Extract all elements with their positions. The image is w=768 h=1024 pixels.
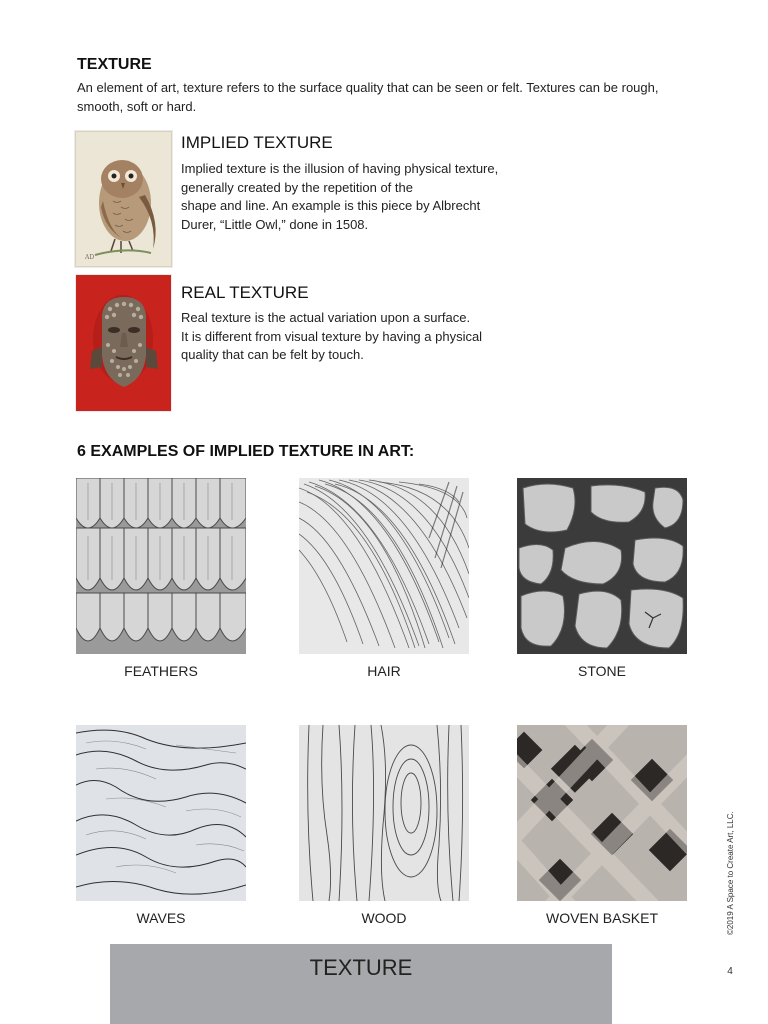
- caption-stone: STONE: [578, 663, 626, 679]
- caption-wood: WOOD: [361, 910, 407, 926]
- waves-texture-image: [76, 725, 246, 901]
- copyright-text: ©2019 A Space to Create Art, LLC.: [726, 811, 735, 935]
- page-heading: TEXTURE: [77, 56, 152, 73]
- page-number: 4: [727, 966, 733, 977]
- svg-text:AD: AD: [85, 254, 95, 261]
- intro-text: An element of art, texture refers to the surface quality that can be seen or felt. Textures can be rough, smooth, soft or hard.: [77, 80, 659, 114]
- section-title-real: REAL TEXTURE: [181, 283, 309, 302]
- wood-texture-image: [299, 725, 469, 901]
- footer-title: TEXTURE: [309, 955, 413, 980]
- little-owl-image: [75, 131, 172, 267]
- section-body-implied: Implied texture is the illusion of having physical texture, generally created by the repetition of the shape and line. An example is this piece by Albrecht Durer, “Little Owl,” done in 1508.: [181, 161, 499, 232]
- woven-basket-texture-image: [517, 725, 687, 901]
- mask-sculpture-image: [76, 275, 171, 411]
- section-body-real: Real texture is the actual variation upon a surface. It is different from visual texture by having a physical quality that can be felt by touch.: [181, 310, 483, 362]
- section-title-implied: IMPLIED TEXTURE: [181, 133, 333, 152]
- feathers-texture-image: [76, 478, 246, 654]
- caption-feathers: FEATHERS: [124, 663, 198, 679]
- caption-waves: WAVES: [136, 910, 186, 926]
- stone-texture-image: [517, 478, 687, 654]
- caption-hair: HAIR: [367, 663, 401, 679]
- examples-heading: 6 EXAMPLES OF IMPLIED TEXTURE IN ART:: [77, 443, 415, 460]
- hair-texture-image: [299, 478, 469, 654]
- caption-woven-basket: WOVEN BASKET: [545, 910, 659, 926]
